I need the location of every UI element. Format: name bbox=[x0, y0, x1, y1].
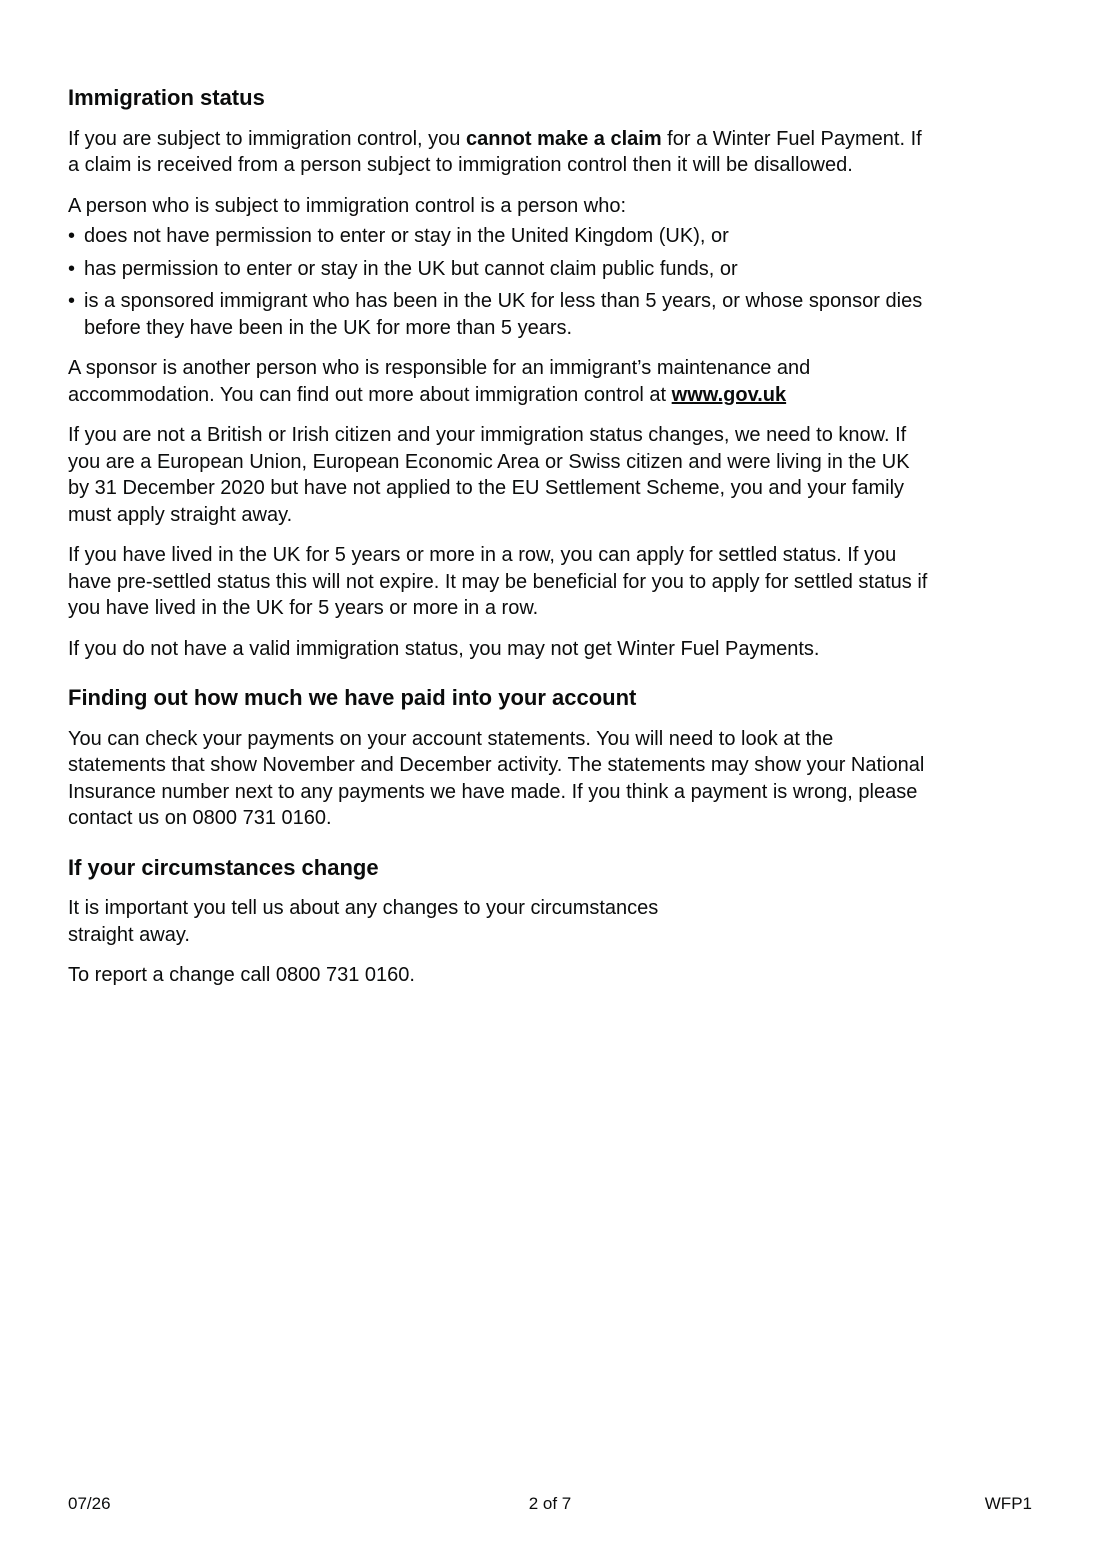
page-footer bbox=[68, 1494, 1032, 1518]
list-item-text: has permission to enter or stay in the UK but cannot claim public funds, or bbox=[84, 257, 738, 280]
bullet-icon: • bbox=[68, 290, 76, 312]
paragraph bbox=[68, 126, 928, 179]
paragraph: You can check your payments on your account statements. You will need to look at the statements that show November and December activity. The statements may show your National Insurance number next to any payments we have made. If you think a payment is wrong, please contact us on 0800 731 0160. bbox=[68, 727, 925, 829]
paragraph-text: It is important you tell us about any changes to your circumstances bbox=[68, 897, 659, 919]
list-item bbox=[68, 223, 928, 250]
emphasis-text: cannot make a claim bbox=[465, 127, 662, 150]
paragraph-text: A sponsor is another person who is responsible for an immigrant’s maintenance and accommodation. You can find out more about immigration control at bbox=[68, 357, 811, 406]
section-heading: Finding out how much we have paid into your account bbox=[68, 685, 637, 710]
list-item-text: does not have permission to enter or stay in the United Kingdom (UK), or bbox=[84, 225, 729, 247]
paragraph: If you do not have a valid immigration status, you may not get Winter Fuel Payments. bbox=[68, 637, 820, 660]
paragraph: If you are not a British or Irish citizen and your immigration status changes, we need to know. If you are a European Union, European Economic Area or Swiss citizen and were living in the UK by 31 December 2020 but have not applied to the EU Settlement Scheme, you and your family must apply straight away. bbox=[68, 424, 910, 526]
payments-section bbox=[68, 684, 928, 832]
list-item bbox=[68, 256, 928, 283]
footer-date: 07/26 bbox=[68, 1494, 111, 1513]
bullet-icon: • bbox=[68, 257, 76, 280]
list-item bbox=[68, 288, 928, 341]
gov-uk-link[interactable]: www.gov.uk bbox=[671, 383, 787, 406]
page-number: 2 of 7 bbox=[528, 1494, 572, 1513]
paragraph bbox=[68, 895, 928, 948]
form-code: WFP1 bbox=[984, 1494, 1032, 1513]
paragraph bbox=[68, 355, 928, 408]
page-content bbox=[68, 84, 928, 1011]
paragraph: If you have lived in the UK for 5 years or more in a row, you can apply for settled status. If you have pre-settled status this will not expire. It may be beneficial for you to apply for settled status if you have lived in the UK for 5 years or more in a row. bbox=[68, 544, 928, 619]
bullet-list bbox=[68, 223, 928, 341]
bullet-icon: • bbox=[68, 225, 76, 247]
paragraph-text: straight away. bbox=[68, 923, 190, 946]
circumstances-section bbox=[68, 854, 928, 989]
section-heading: If your circumstances change bbox=[68, 854, 379, 880]
immigration-status-section bbox=[68, 84, 928, 662]
section-heading: Immigration status bbox=[68, 85, 265, 110]
paragraph-text: If you are subject to immigration control, you bbox=[68, 127, 466, 150]
list-item-text: is a sponsored immigrant who has been in the UK for less than 5 years, or whose sponsor dies before they have been in the UK for more than 5 years. bbox=[84, 290, 923, 339]
paragraph-text: for a Winter Fuel Payment. If a claim is received from a person subject to immigration control then it will be disallowed. bbox=[68, 127, 922, 176]
paragraph: To report a change call 0800 731 0160. bbox=[68, 964, 415, 986]
paragraph: A person who is subject to immigration control is a person who: bbox=[68, 194, 627, 217]
